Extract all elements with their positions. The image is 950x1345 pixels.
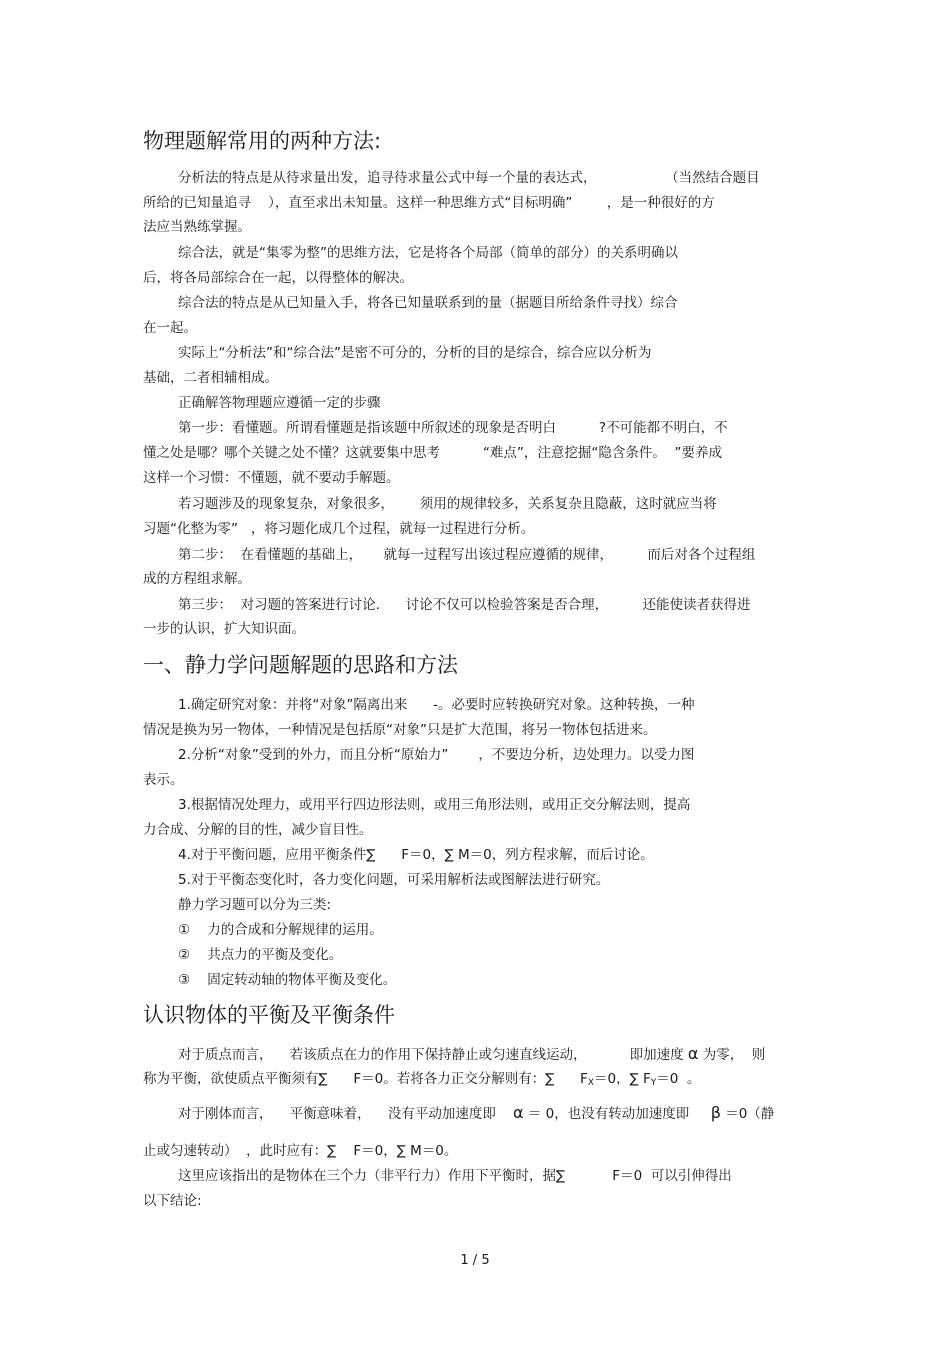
paragraph-line xyxy=(178,1045,765,1064)
list-item: ① 力的合成和分解规律的运用。 xyxy=(178,922,383,938)
paragraph-line: 静力学习题可以分为三类: xyxy=(178,897,332,913)
paragraph-line: 在一起。 xyxy=(143,320,197,336)
paragraph-line: 所给的已知量追寻 ），直至求出未知量。这样一种思维方式“目标明确” ，是一种很好的方 xyxy=(143,195,715,211)
paragraph-line xyxy=(143,1070,700,1092)
beta-symbol: β xyxy=(710,1103,721,1122)
paragraph-line: 4.对于平衡问题，应用平衡条件∑ F＝0，∑ M＝0，列方程求解，而后讨论。 xyxy=(178,847,654,863)
paragraph-line: 3.根据情况处理力，或用平行四边形法则，或用三角形法则，或用正交分解法则，提高 xyxy=(178,797,691,813)
paragraph-line: 综合法，就是“集零为整”的思维方法，它是将各个局部（简单的部分）的关系明确以 xyxy=(178,245,678,261)
paragraph-line: 综合法的特点是从已知量入手，将各已知量联系到的量（据题目所给条件寻找）综合 xyxy=(178,295,678,311)
paragraph-line: 1.确定研究对象：并将“对象”隔离出来 -。必要时应转换研究对象。这种转换，一种 xyxy=(178,697,695,713)
paragraph-line: 成的方程组求解。 xyxy=(143,571,251,587)
paragraph-line: 5.对于平衡态变化时，各力变化问题，可采用解析法或图解法进行研究。 xyxy=(178,872,610,888)
paragraph-line: 第三步： 对习题的答案进行讨论. 讨论不仅可以检验答案是否合理， 还能使读者获得进 xyxy=(178,597,751,613)
paragraph-line: 分析法的特点是从待求量出发，追寻待求量公式中每一个量的表达式， （当然结合题目 xyxy=(178,170,760,186)
paragraph-line: 基础，二者相辅相成。 xyxy=(143,370,278,386)
subscript-y: Y xyxy=(650,1078,657,1088)
paragraph-line: 法应当熟练掌握。 xyxy=(143,219,251,235)
list-item: ③ 固定转动轴的物体平衡及变化。 xyxy=(178,972,397,988)
paragraph-line: 2.分析“对象”受到的外力，而且分析“原始力” ，不要边分析，边处理力。以受力图 xyxy=(178,747,695,763)
list-item: ② 共点力的平衡及变化。 xyxy=(178,947,343,963)
paragraph-line: 第二步： 在看懂题的基础上， 就每一过程写出该过程应遵循的规律， 而后对各个过程组 xyxy=(178,547,756,563)
paragraph-line: 后，将各局部综合在一起，以得整体的解决。 xyxy=(143,270,413,286)
paragraph-line: 习题“化整为零” ，将习题化成几个过程，就每一过程进行分析。 xyxy=(143,521,535,537)
paragraph-line: 第一步：看懂题。所谓看懂题是指该题中所叙述的现象是否明白 ?不可能都不明白，不 xyxy=(178,420,728,436)
text-run: 称为平衡，欲使质点平衡须有∑ F＝0。若将各力正交分解则有：∑ F xyxy=(143,1071,588,1087)
section-title-methods: 物理题解常用的两种方法: xyxy=(143,129,382,153)
section-title-equilibrium: 认识物体的平衡及平衡条件 xyxy=(143,1003,395,1027)
paragraph-line: 若习题涉及的现象复杂，对象很多， 须用的规律较多，关系复杂且隐蔽，这时就应当将 xyxy=(178,496,717,512)
paragraph-line: 情况是换为另一物体，一种情况是包括原“对象”只是扩大范围，将另一物体包括进来。 xyxy=(143,722,657,738)
paragraph-line: 一步的认识，扩大知识面。 xyxy=(143,621,305,637)
text-run: ＝0，∑ F xyxy=(593,1071,651,1087)
subscript-x: X xyxy=(587,1078,594,1088)
paragraph-line: 实际上“分析法”和“综合法”是密不可分的，分析的目的是综合，综合应以分析为 xyxy=(178,345,652,361)
text-run: ＝0 。 xyxy=(656,1071,701,1087)
paragraph-line: 止或匀速转动） ，此时应有：∑ F＝0，∑ M＝0。 xyxy=(143,1143,458,1159)
text-run: ＝0（静 xyxy=(720,1106,775,1122)
alpha-symbol: α xyxy=(513,1103,524,1122)
section-title-statics: 一、静力学问题解题的思路和方法 xyxy=(143,653,458,677)
paragraph-line: 懂之处是哪？哪个关键之处不懂？这就要集中思考 “难点”，注意挖掘“隐含条件。 ”要养成 xyxy=(143,445,722,461)
paragraph-line: 正确解答物理题应遵循一定的步骤 xyxy=(178,395,381,411)
page-number: 1 / 5 xyxy=(460,1253,490,1268)
alpha-symbol: α xyxy=(687,1044,699,1063)
paragraph-line: 表示。 xyxy=(143,772,184,788)
text-run: ＝ 0，也没有转动加速度即 xyxy=(523,1106,711,1122)
paragraph-line: 力合成、分解的目的性，减少盲目性。 xyxy=(143,822,373,838)
paragraph-line: 这里应该指出的是物体在三个力（非平行力）作用下平衡时，据∑ F＝0 可以引伸得出 xyxy=(178,1168,732,1184)
paragraph-line: 以下结论: xyxy=(143,1193,202,1209)
text-run: 对于刚体而言， 平衡意味着， 没有平动加速度即 xyxy=(178,1106,513,1122)
paragraph-line xyxy=(178,1104,774,1123)
paragraph-line: 这样一个习惯：不懂题，就不要动手解题。 xyxy=(143,470,400,486)
text-run: 对于质点而言， 若该质点在力的作用下保持静止或匀速直线运动， 即加速度 xyxy=(178,1047,688,1063)
text-run: 为零， 则 xyxy=(698,1047,766,1063)
